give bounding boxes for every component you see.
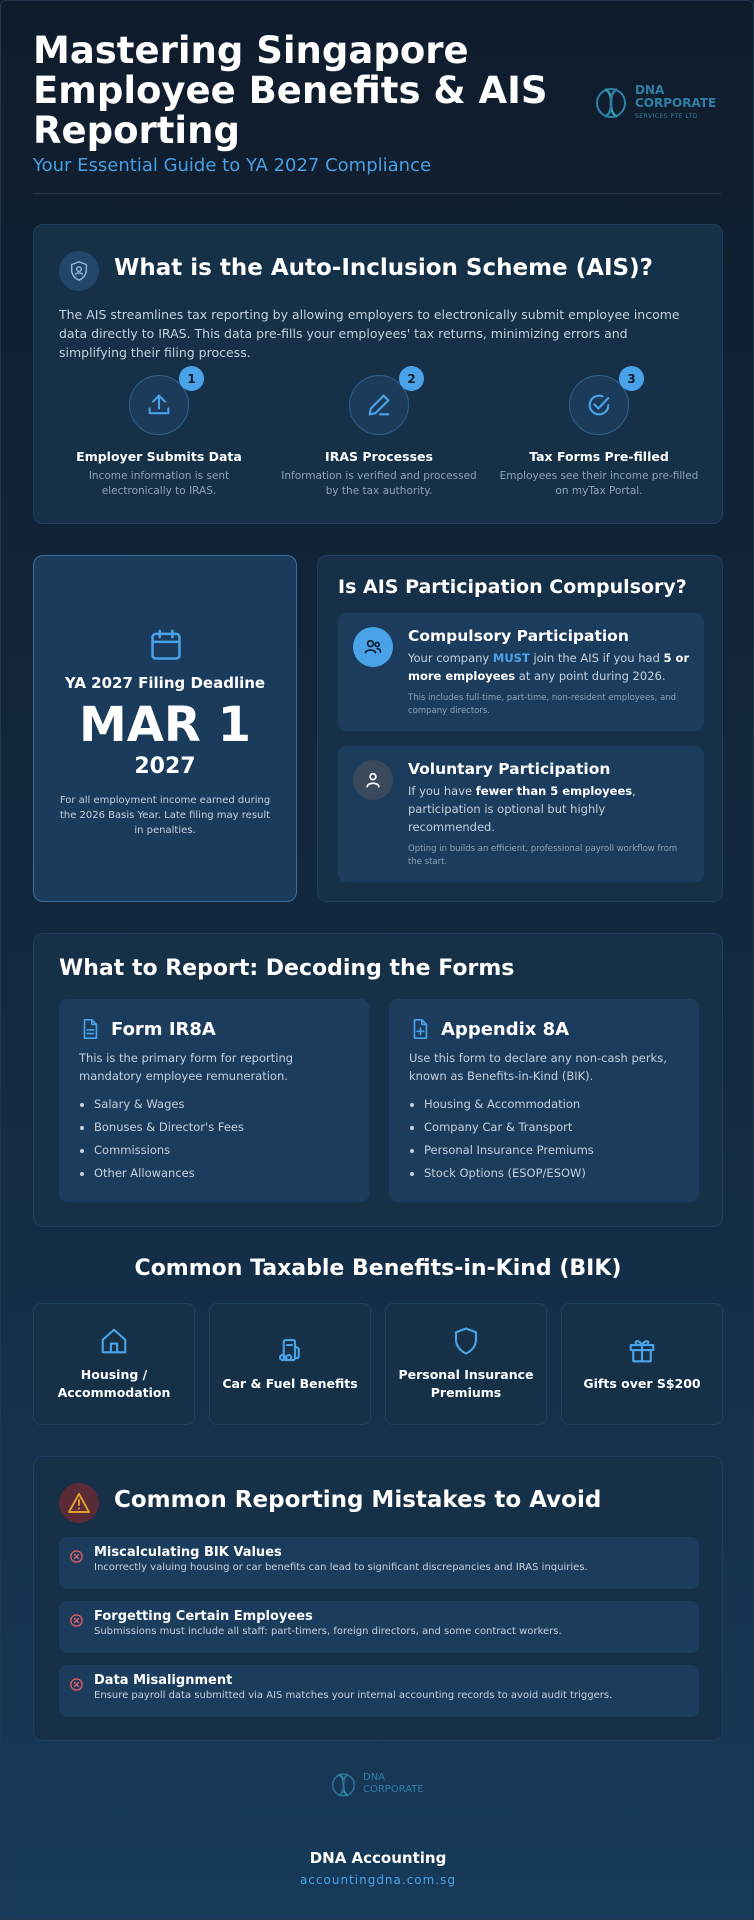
voluntary-card	[338, 746, 704, 882]
text-segment: , participation is optional but highly recommended.	[408, 784, 636, 834]
mistakes-heading: Common Reporting Mistakes to Avoid	[114, 1487, 602, 1513]
mistake-description: Submissions must include all staff: part-timers, foreign directors, and some contract workers.	[94, 1626, 562, 1637]
mistake-description: Incorrectly valuing housing or car benefits can lead to significant discrepancies and IRAS inquiries.	[94, 1562, 588, 1573]
bik-label: Housing / Accommodation	[57, 1367, 171, 1400]
x-circle-icon	[69, 1613, 84, 1628]
bik-label: Personal Insurance Premiums	[398, 1367, 534, 1400]
bik-label: Car & Fuel Benefits	[222, 1376, 358, 1391]
text-segment: join the AIS if you had	[529, 651, 664, 665]
ais-heading: What is the Auto-Inclusion Scheme (AIS)?	[114, 255, 653, 281]
form-item-list	[409, 1093, 679, 1185]
step-description: Information is verified and processed by the tax authority.	[281, 470, 477, 497]
bik-card-housing	[33, 1303, 195, 1425]
list-item: Commissions	[79, 1139, 349, 1162]
compulsory-note: This includes full-time, part-time, non-resident employees, and company directors.	[408, 693, 677, 716]
forms-heading: What to Report: Decoding the Forms	[59, 956, 515, 981]
step-number-badge: 2	[399, 366, 424, 391]
step-title: Tax Forms Pre-filled	[529, 449, 669, 464]
step-title: IRAS Processes	[325, 449, 433, 464]
list-item: Stock Options (ESOP/ESOW)	[409, 1162, 679, 1185]
list-item: Personal Insurance Premiums	[409, 1139, 679, 1162]
logo-line-1: DNA	[635, 83, 665, 97]
page-subtitle: Your Essential Guide to YA 2027 Compliance	[33, 155, 432, 176]
calendar-icon	[147, 626, 185, 664]
participation-section	[317, 555, 723, 902]
compulsory-text	[408, 649, 690, 685]
footer-website-link[interactable]: accountingdna.com.sg	[299, 1873, 457, 1887]
mistake-item	[59, 1537, 699, 1589]
upload-icon	[129, 371, 196, 435]
step-title: Employer Submits Data	[76, 449, 242, 464]
step-1	[59, 371, 259, 499]
mistake-title: Miscalculating BIK Values	[94, 1545, 282, 1560]
header-divider	[33, 193, 721, 194]
text-segment: Your company	[408, 651, 493, 665]
text-segment: at any point during 2026.	[515, 669, 666, 683]
step-description: Employees see their income pre-filled on myTax Portal.	[499, 470, 699, 497]
mistake-item	[59, 1665, 699, 1717]
form-appendix-8a-card	[389, 999, 699, 1202]
form-description: Use this form to declare any non-cash perks, known as Benefits-in-Kind (BIK).	[409, 1051, 667, 1083]
list-item: Bonuses & Director's Fees	[79, 1116, 349, 1139]
list-item: Salary & Wages	[79, 1093, 349, 1116]
bik-label: Gifts over S$200	[583, 1376, 701, 1391]
form-item-list	[79, 1093, 349, 1185]
logo-wordmark	[635, 84, 716, 123]
must-emphasis: MUST	[492, 651, 530, 665]
deadline-card	[33, 555, 297, 902]
footer-company-name: DNA Accounting	[309, 1849, 447, 1867]
ais-description: The AIS streamlines tax reporting by allowing employers to electronically submit employee income data directly to IRAS. This data pre-fills your employees' tax returns, minimizing errors and simplifying their filing process.	[59, 307, 680, 360]
dna-helix-icon	[331, 1768, 359, 1802]
logo-line-2: CORPORATE	[363, 1784, 424, 1795]
company-logo	[595, 81, 725, 129]
page-title: Mastering Singapore Employee Benefits & AIS Reporting	[33, 29, 548, 152]
step-3	[499, 371, 699, 499]
deadline-label: YA 2027 Filing Deadline	[64, 674, 266, 692]
voluntary-note: Opting in builds an efficient, professional payroll workflow from the start.	[408, 844, 678, 867]
logo-line-1: DNA	[363, 1772, 386, 1783]
header	[33, 31, 553, 176]
document-icon	[79, 1017, 101, 1041]
compulsory-card	[338, 613, 704, 731]
deadline-date: MAR 1	[79, 697, 251, 753]
users-icon	[353, 627, 393, 667]
user-icon	[353, 760, 393, 800]
logo-line-2: CORPORATE	[635, 96, 717, 110]
dna-helix-icon	[595, 81, 631, 125]
form-description: This is the primary form for reporting mandatory employee remuneration.	[79, 1051, 294, 1083]
x-circle-icon	[69, 1549, 84, 1564]
list-item: Other Allowances	[79, 1162, 349, 1185]
bik-heading: Common Taxable Benefits-in-Kind (BIK)	[134, 1256, 622, 1281]
bik-card-car-fuel	[209, 1303, 371, 1425]
document-add-icon	[409, 1017, 431, 1041]
deadline-year: 2027	[134, 754, 196, 779]
mistake-item	[59, 1601, 699, 1653]
deadline-note: For all employment income earned during the 2026 Basis Year. Late filing may result in penalties.	[59, 795, 271, 836]
shield-user-icon	[59, 251, 99, 291]
ais-section	[33, 224, 723, 524]
list-item: Company Car & Transport	[409, 1116, 679, 1139]
pencil-icon	[349, 371, 416, 435]
x-circle-icon	[69, 1677, 84, 1692]
employee-threshold: fewer than 5 employees	[475, 784, 633, 798]
bik-card-insurance	[385, 1303, 547, 1425]
bik-card-gifts	[561, 1303, 723, 1425]
mistake-title: Data Misalignment	[94, 1673, 233, 1688]
forms-section	[33, 933, 723, 1227]
list-item: Housing & Accommodation	[409, 1093, 679, 1116]
warning-icon	[59, 1483, 99, 1523]
text-segment: If you have	[408, 784, 476, 798]
step-number-badge: 1	[179, 366, 204, 391]
compulsory-title: Compulsory Participation	[408, 627, 629, 645]
participation-heading: Is AIS Participation Compulsory?	[338, 576, 687, 598]
voluntary-title: Voluntary Participation	[408, 760, 611, 778]
employee-threshold: 5 or more employees	[408, 651, 690, 683]
gift-icon	[627, 1335, 657, 1365]
mistakes-section	[33, 1456, 723, 1741]
house-icon	[99, 1326, 129, 1356]
footer-logo-wordmark	[363, 1772, 424, 1796]
step-number-badge: 3	[619, 366, 644, 391]
footer-logo	[331, 1766, 441, 1806]
fuel-icon	[275, 1335, 305, 1365]
mistake-title: Forgetting Certain Employees	[94, 1609, 313, 1624]
voluntary-text	[408, 782, 690, 836]
logo-line-3: SERVICES PTE LTD	[635, 113, 698, 120]
form-title: Appendix 8A	[441, 1018, 570, 1040]
step-2	[279, 371, 479, 499]
check-circle-icon	[569, 371, 636, 435]
mistake-description: Ensure payroll data submitted via AIS matches your internal accounting records to avoid audit triggers.	[94, 1690, 613, 1701]
form-title: Form IR8A	[111, 1018, 216, 1040]
shield-icon	[451, 1326, 481, 1356]
form-ir8a-card	[59, 999, 369, 1202]
step-description: Income information is sent electronically to IRAS.	[88, 470, 230, 497]
